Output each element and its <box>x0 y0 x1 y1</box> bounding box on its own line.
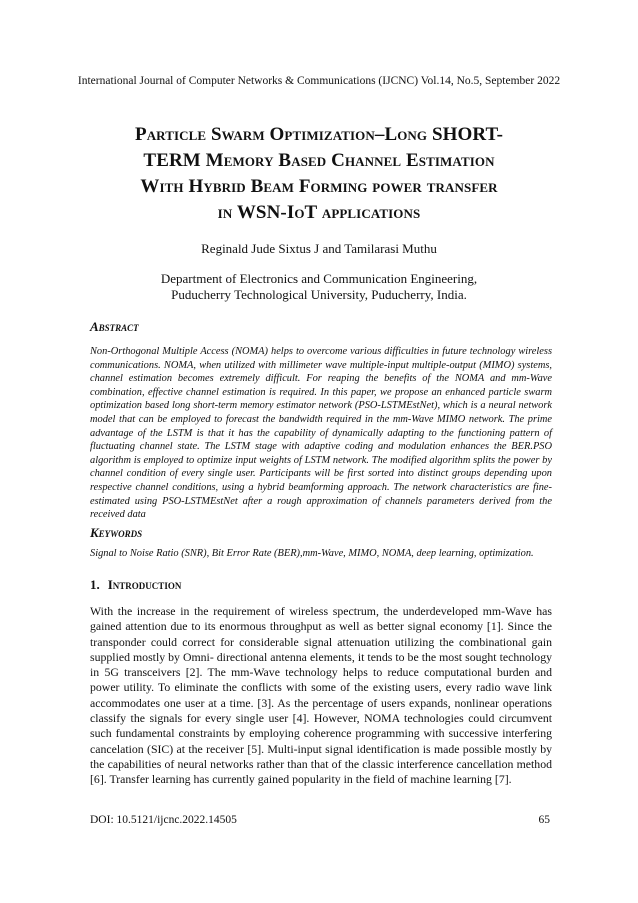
introduction-heading <box>90 577 181 592</box>
keywords-text: Signal to Noise Ratio (SNR), Bit Error Rate (BER),mm-Wave, MIMO, NOMA, deep learning, optimization. <box>90 548 534 559</box>
abstract-heading: Abstract <box>90 319 139 334</box>
title-line-3: With Hybrid Beam Forming power transfer <box>140 176 498 197</box>
section-number: 1. <box>90 577 100 592</box>
author-list: Reginald Jude Sixtus J and Tamilarasi Muthu <box>201 241 437 256</box>
affiliation-line-2: Puducherry Technological University, Puducherry, India. <box>171 287 467 302</box>
running-header: International Journal of Computer Networks & Communications (IJCNC) Vol.14, No.5, September 2022 <box>77 75 561 87</box>
doi-footer: DOI: 10.5121/ijcnc.2022.14505 <box>90 814 237 826</box>
title-line-2: TERM Memory Based Channel Estimation <box>143 150 495 171</box>
title-line-1: Particle Swarm Optimization–Long SHORT- <box>134 124 504 145</box>
affiliation-line-1: Department of Electronics and Communication Engineering, <box>160 271 478 286</box>
introduction-text: With the increase in the requirement of wireless spectrum, the underdeveloped mm-Wave has gained attention due to its enormous throughput as well as better signal economy [1]. Since the transponder could correct for considerable signal attenuation utilizing the combinational gain supplied mostly by Omni- directional antenna elements, it tends to be the most sought technology in 5G transceivers [2]. The mm-Wave technology helps to reduce computational burden and power utility. To eliminate the conflicts with some of the existing users, every radio wave link accommodates one user at a time. [3]. As the percentage of users expands, nonlinear operations classify the signals for every single user [4]. However, NOMA technologies could circumvent such fundamental constraints by employing coherence programming with successive interfering cancelation (SIC) at the receiver [5]. Multi-input signal identification is made possible mostly by the capabilities of neural networks rather than that of the classic interference cancellation method [6]. Transfer learning has currently gained popularity in the field of machine learning [7]. <box>90 604 552 787</box>
paper-title <box>60 122 578 226</box>
page-number: 65 <box>538 814 550 826</box>
abstract-text: Non-Orthogonal Multiple Access (NOMA) helps to overcome various difficulties in future technology wireless communications. NOMA, when utilized with millimeter wave multiple-input multiple-output (MIMO) systems, channel estimation becomes extremely difficult. For reaping the benefits of the NOMA and mm-Wave combination, effective channel estimation is required. In this paper, we propose an enhanced particle swarm optimization based long short-term memory estimator network (PSO-LSTMEstNet), which is a neural network model that can be employed to forecast the bandwidth required in the mm-Wave MIMO network. The prime advantage of the LSTM is that it has the capability of dynamically adapting to the functioning pattern of fluctuating channel state. The LSTM stage with adaptive coding and modulation enhances the BER.PSO algorithm is employed to optimize input weights of LSTM network. The modified algorithm splits the power by channel condition of every single user. Participants will be first sorted into distinct groups depending upon respective channel conditions, using a hybrid beamforming approach. The network characteristics are fine-estimated using PSO-LSTMEstNet after a rough approximation of channels parameters derived from the received data <box>90 346 552 521</box>
section-title: Introduction <box>107 577 182 592</box>
title-line-4: in WSN-IoT applications <box>217 202 421 223</box>
affiliation <box>60 271 578 303</box>
keywords-heading: Keywords <box>90 525 143 540</box>
